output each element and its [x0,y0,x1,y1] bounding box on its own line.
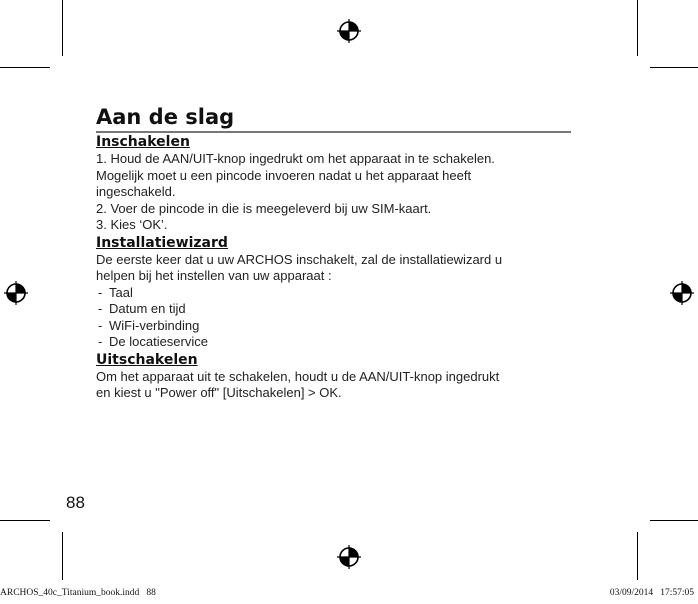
crop-mark-top-right-horizontal [650,67,698,68]
crop-mark-bottom-right-horizontal [650,520,698,521]
page-content [96,104,656,402]
list-item: - Taal [96,285,656,302]
section-heading: Uitschakelen [96,351,198,368]
crop-mark-bottom-left-vertical [62,532,63,580]
section-heading: Installatiewizard [96,234,228,251]
body-line: Mogelijk moet u een pincode invoeren nadat u het apparaat heeft [96,167,472,183]
body-line: De eerste keer dat u uw ARCHOS inschakelt, zal de installatiewizard u [96,251,503,267]
slug-timestamp: 03/09/2014 17:57:05 [609,588,694,598]
crop-mark-top-right-vertical [637,0,638,56]
registration-mark-icon [4,281,28,305]
section-uitschakelen [96,353,656,402]
section-heading: Inschakelen [96,134,190,150]
crop-mark-top-left-horizontal [0,67,50,68]
crop-mark-bottom-right-vertical [637,532,638,580]
registration-mark-icon [337,545,361,569]
body-line: ingeschakeld. [96,184,176,199]
crop-mark-top-left-vertical [62,0,63,56]
page-number: 88 [66,493,85,512]
body-line: 3. Kies ‘OK’. [96,217,168,232]
body-line: en kiest u "Power off" [Uitschakelen] > OK. [96,385,342,400]
list-item: - Datum en tijd [96,301,656,318]
page-title: Aan de slag [96,105,235,129]
list-item: - WiFi-verbinding [96,318,656,335]
section-installatiewizard [96,236,656,351]
body-line: 2. Voer de pincode in die is meegeleverd bij uw SIM-kaart. [96,200,432,216]
list-item: - De locatieservice [96,334,656,351]
body-line: Om het apparaat uit te schakelen, houdt u de AAN/UIT-knop ingedrukt [96,368,500,384]
body-line: 1. Houd de AAN/UIT-knop ingedrukt om het apparaat in te schakelen. [96,151,495,166]
crop-mark-bottom-left-horizontal [0,520,50,521]
registration-mark-icon [670,281,694,305]
wizard-steps-list [96,285,656,351]
registration-mark-icon [337,19,361,43]
body-line: helpen bij het instellen van uw apparaat : [96,268,332,283]
section-inschakelen [96,135,656,234]
slug-filename: ARCHOS_40c_Titanium_book.indd 88 [0,588,156,598]
title-underline-rule [96,131,571,133]
